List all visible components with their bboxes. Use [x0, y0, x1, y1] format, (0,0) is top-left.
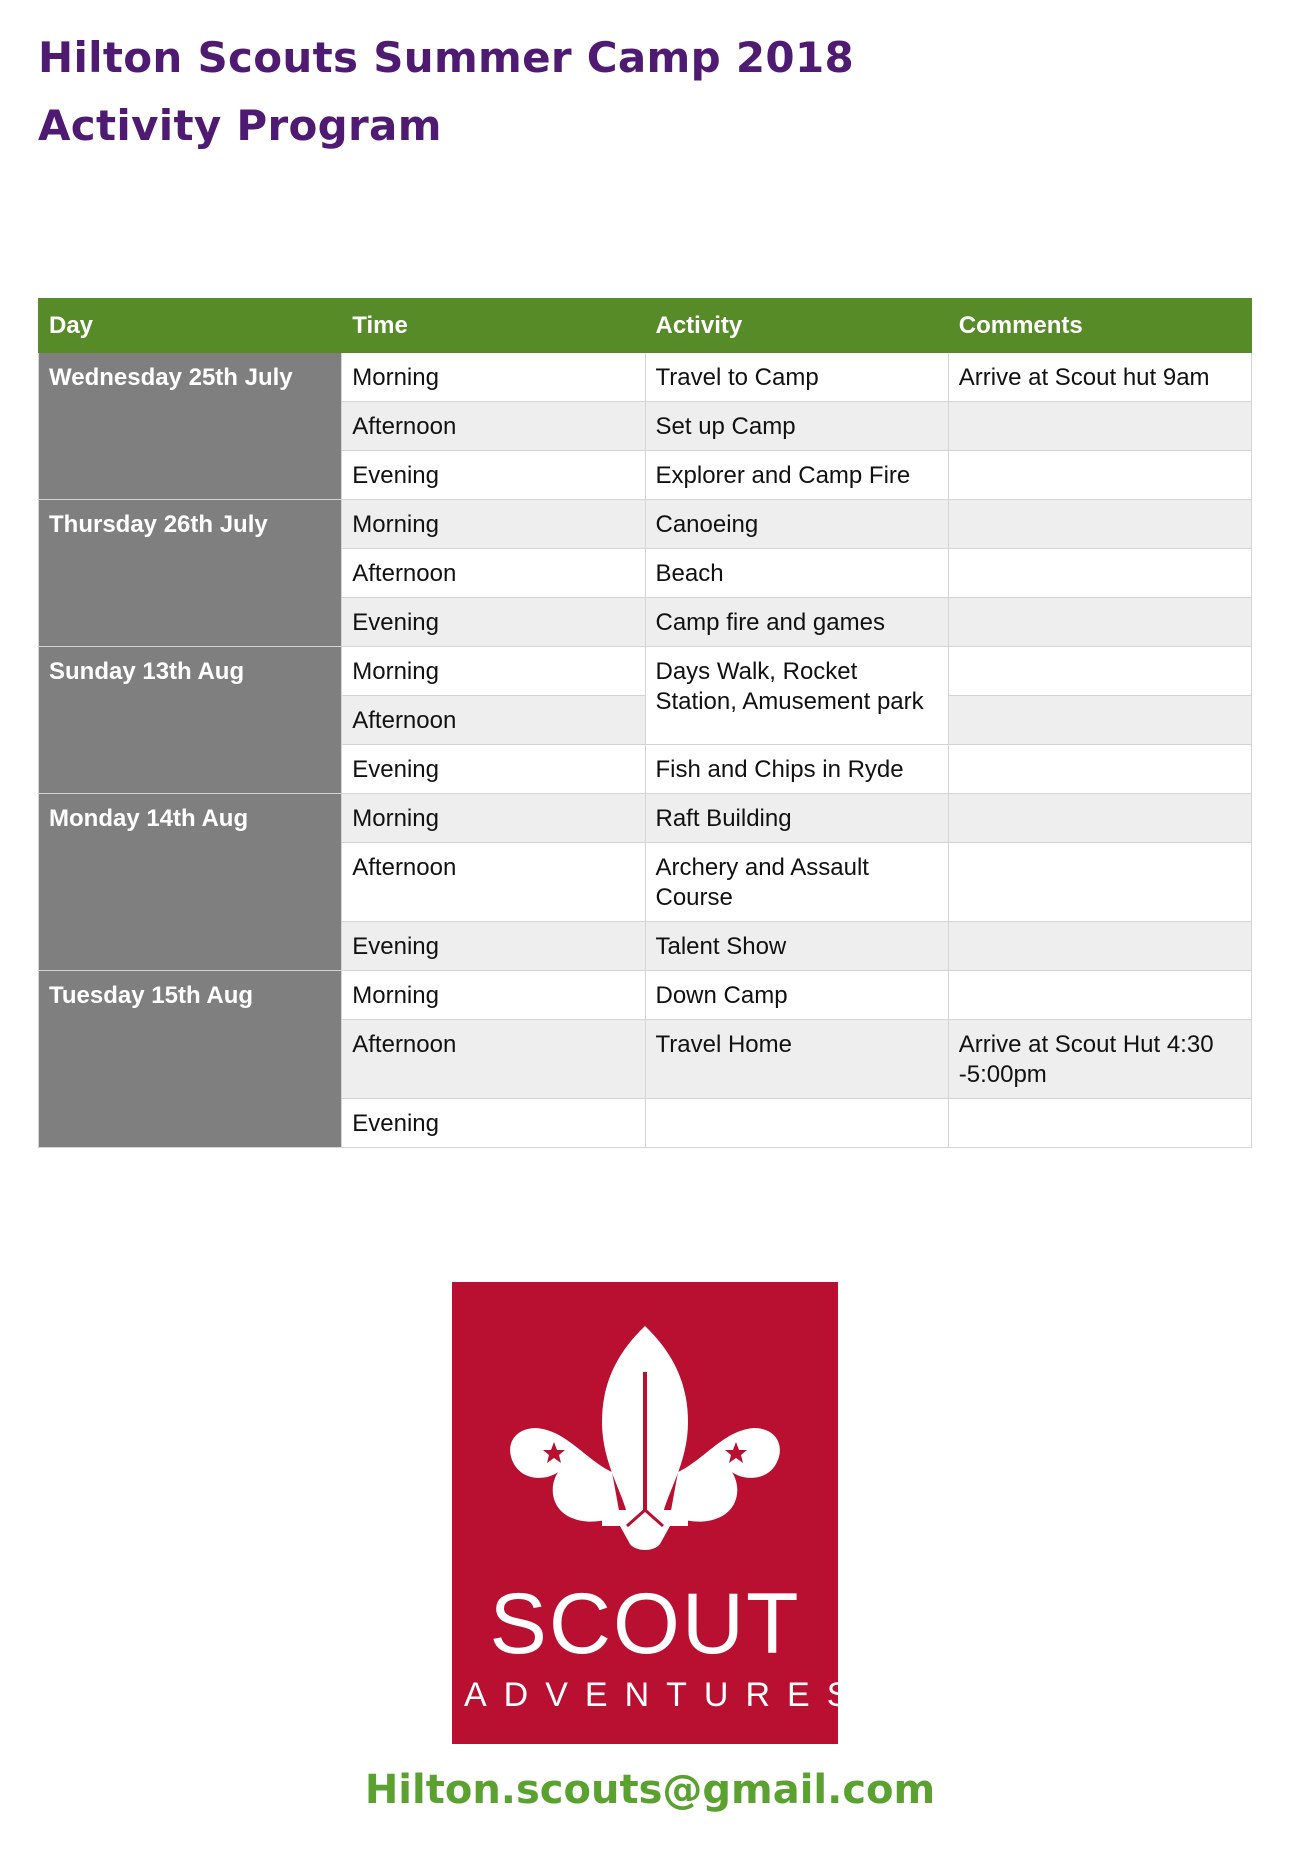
activity-cell: Travel Home	[645, 1020, 948, 1099]
activity-cell	[645, 1099, 948, 1148]
time-cell: Evening	[342, 598, 645, 647]
table-row	[39, 794, 1252, 843]
activity-cell: Beach	[645, 549, 948, 598]
scout-logo	[452, 1282, 867, 1744]
comment-cell	[948, 500, 1251, 549]
header-day: Day	[39, 299, 342, 353]
day-cell: Sunday 13th Aug	[39, 647, 342, 794]
activity-cell: Down Camp	[645, 971, 948, 1020]
time-cell: Morning	[342, 971, 645, 1020]
table-row	[39, 353, 1252, 402]
activity-cell: Explorer and Camp Fire	[645, 451, 948, 500]
activity-cell: Raft Building	[645, 794, 948, 843]
day-cell: Wednesday 25th July	[39, 353, 342, 500]
activity-table	[38, 298, 1252, 1148]
comment-cell	[948, 922, 1251, 971]
comment-cell: Arrive at Scout Hut 4:30 -5:00pm	[948, 1020, 1251, 1099]
comment-cell: Arrive at Scout hut 9am	[948, 353, 1251, 402]
table-header-row	[39, 299, 1252, 353]
activity-cell: Travel to Camp	[645, 353, 948, 402]
day-cell: Monday 14th Aug	[39, 794, 342, 971]
logo-word-adventures: ADVENTURES	[464, 1676, 867, 1714]
comment-cell	[948, 696, 1251, 745]
comment-cell	[948, 451, 1251, 500]
time-cell: Afternoon	[342, 1020, 645, 1099]
activity-cell: Fish and Chips in Ryde	[645, 745, 948, 794]
time-cell: Evening	[342, 745, 645, 794]
comment-cell	[948, 794, 1251, 843]
table-row	[39, 500, 1252, 549]
time-cell: Evening	[342, 451, 645, 500]
table-row	[39, 971, 1252, 1020]
header-activity: Activity	[645, 299, 948, 353]
comment-cell	[948, 745, 1251, 794]
activity-cell: Camp fire and games	[645, 598, 948, 647]
time-cell: Morning	[342, 500, 645, 549]
page-subtitle: Activity Program	[38, 101, 442, 150]
time-cell: Evening	[342, 922, 645, 971]
header-time: Time	[342, 299, 645, 353]
activity-cell: Canoeing	[645, 500, 948, 549]
comment-cell	[948, 971, 1251, 1020]
time-cell: Afternoon	[342, 402, 645, 451]
fleur-de-lis-icon	[452, 1282, 838, 1582]
time-cell: Afternoon	[342, 549, 645, 598]
contact-email[interactable]: Hilton.scouts@gmail.com	[364, 1767, 936, 1813]
comment-cell	[948, 549, 1251, 598]
comment-cell	[948, 843, 1251, 922]
activity-cell: Set up Camp	[645, 402, 948, 451]
time-cell: Afternoon	[342, 696, 645, 745]
header-comments: Comments	[948, 299, 1251, 353]
activity-cell: Days Walk, Rocket Station, Amusement park	[645, 647, 948, 745]
comment-cell	[948, 598, 1251, 647]
day-cell: Tuesday 15th Aug	[39, 971, 342, 1148]
activity-cell: Archery and Assault Course	[645, 843, 948, 922]
time-cell: Afternoon	[342, 843, 645, 922]
table-row	[39, 647, 1252, 696]
time-cell: Morning	[342, 647, 645, 696]
logo-word-scout: SCOUT	[489, 1576, 801, 1672]
comment-cell	[948, 1099, 1251, 1148]
activity-cell: Talent Show	[645, 922, 948, 971]
comment-cell	[948, 647, 1251, 696]
time-cell: Evening	[342, 1099, 645, 1148]
time-cell: Morning	[342, 794, 645, 843]
time-cell: Morning	[342, 353, 645, 402]
comment-cell	[948, 402, 1251, 451]
day-cell: Thursday 26th July	[39, 500, 342, 647]
page-title: Hilton Scouts Summer Camp 2018	[38, 33, 855, 82]
